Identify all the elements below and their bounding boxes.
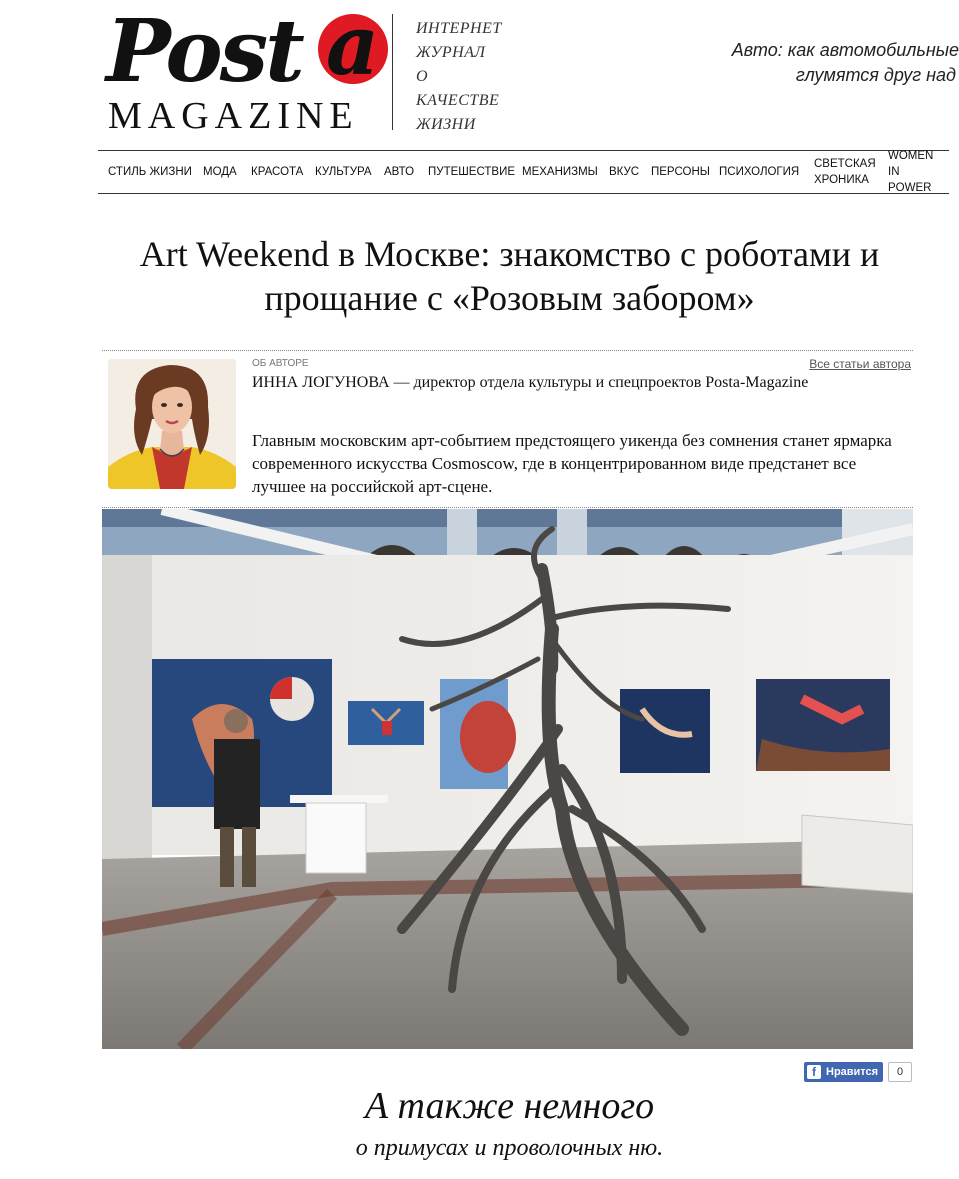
article-title-line: прощание с «Розовым забором» — [264, 278, 755, 318]
tagline-line: ИНТЕРНЕТ — [416, 20, 502, 37]
header-promo-line: глумятся друг над — [795, 65, 956, 85]
logo-red-circle — [318, 0, 388, 94]
art-fair-sculpture-photo — [102, 509, 913, 1049]
nav-item-beauty[interactable]: КРАСОТА — [251, 166, 304, 178]
header-promo-link[interactable] — [720, 38, 959, 88]
tagline-line: О — [416, 68, 429, 85]
nav-item-taste[interactable]: ВКУС — [609, 166, 640, 178]
facebook-like-widget — [804, 1061, 912, 1083]
nav-item-society-chronicle[interactable]: СВЕТСКАЯ ХРОНИКА — [814, 158, 876, 186]
author-avatar[interactable] — [108, 359, 236, 489]
section-subheading: о примусах и проволочных ню. — [355, 1135, 664, 1161]
facebook-like-button[interactable] — [804, 1062, 883, 1082]
section-heading: А также немного — [364, 1085, 655, 1127]
author-name: ИННА ЛОГУНОВА — директор отдела культуры и спецпроектов Posta-Magazine — [252, 374, 809, 391]
like-count: 0 — [888, 1062, 912, 1082]
nav-item-lifestyle[interactable]: СТИЛЬ ЖИЗНИ — [108, 166, 192, 178]
header-promo-line: Авто: как автомобильные — [731, 40, 959, 60]
article-hero-photo — [102, 509, 913, 1049]
author-portrait-illustration — [108, 359, 236, 489]
all-author-articles-link[interactable]: Все статьи автора — [809, 357, 911, 371]
logo-divider — [392, 14, 393, 130]
logo-subline: MAGAZINE — [108, 95, 359, 137]
nav-item-psychology[interactable]: ПСИХОЛОГИЯ — [719, 166, 800, 178]
nav-item-auto[interactable]: АВТО — [384, 166, 415, 178]
nav-item-fashion[interactable]: МОДА — [203, 166, 237, 178]
nav-item-mechanisms[interactable]: МЕХАНИЗМЫ — [522, 166, 598, 178]
site-tagline — [416, 17, 502, 137]
like-label: Нравится — [826, 1066, 879, 1078]
site-logo[interactable] — [106, 0, 391, 137]
about-author-label: ОБ АВТОРЕ — [252, 358, 309, 369]
logo-wordmark-accent: a — [326, 0, 380, 94]
article-lead: Главным московским арт-событием предстоящего уикенда без сомнения станет ярмарка современного искусства Cosmoscow, где в концентрированном виде предстанет все лучшее на российской арт-сцене. — [252, 431, 892, 496]
article-title — [60, 232, 959, 320]
author-box — [102, 350, 913, 508]
logo-wordmark: Post — [106, 1, 302, 102]
tagline-line: КАЧЕСТВЕ — [416, 92, 500, 109]
main-nav — [98, 150, 949, 194]
nav-item-culture[interactable]: КУЛЬТУРА — [315, 166, 372, 178]
nav-item-women-in-power[interactable]: WOMEN IN POWER — [888, 150, 934, 194]
nav-item-travel[interactable]: ПУТЕШЕСТВИЕ — [428, 166, 516, 178]
tagline-line: ЖИЗНИ — [416, 116, 476, 133]
article-title-line: Art Weekend в Москве: знакомство с роботами и — [139, 234, 880, 274]
facebook-icon: f — [807, 1065, 821, 1079]
tagline-line: ЖУРНАЛ — [416, 44, 486, 61]
nav-item-persons[interactable]: ПЕРСОНЫ — [651, 166, 710, 178]
